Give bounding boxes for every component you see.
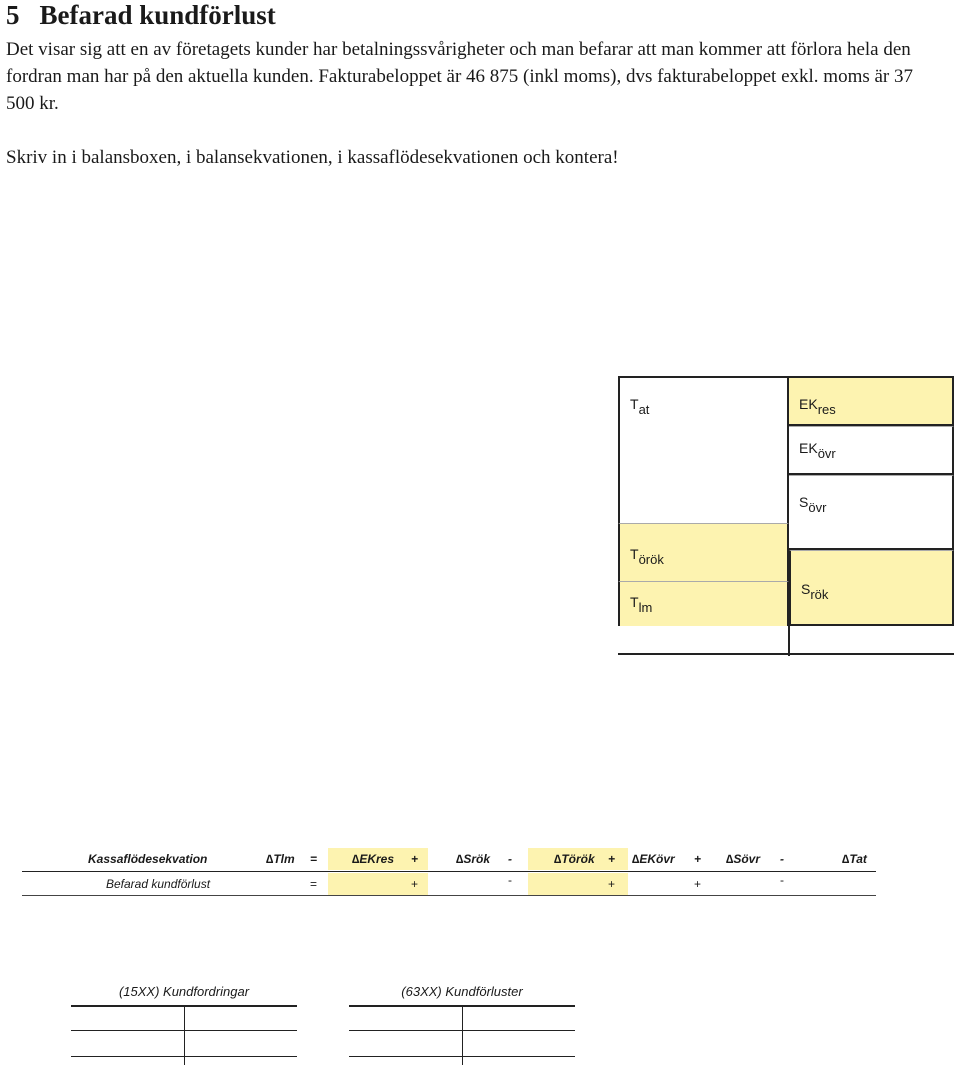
s-ovr-label: $S_{övr}$ [799,494,827,515]
page-title [6,0,276,31]
sovr-input[interactable] [720,873,778,895]
ekovr-input[interactable] [634,873,692,895]
cashflow-table [22,848,876,896]
cashflow-header-rule [22,871,876,872]
header-plus-2: + [608,852,616,866]
cashflow-label: Kassaflödesekvation [88,852,208,866]
account-title: (15XX) Kundfordringar [118,984,250,999]
delta-ekres: ∆EKres [352,852,395,866]
t-lm-cell[interactable] [618,581,789,626]
ek-ovr-cell[interactable] [789,426,954,475]
intro-paragraph: Det visar sig att en av företagets kunder har betalningssvårigheter och man befarar att man kommer att förlora hela den fordran man har på den aktuella kunden. Fakturabeloppet är 46 875 (inkl moms), dvs fakturabeloppet exkl. moms är 37 500 kr. [6,39,913,114]
s-rok-label: $S_{rök}$ [801,581,829,602]
row-minus-2: - [780,873,784,887]
srok-input[interactable] [450,873,506,895]
row-minus-1: - [508,873,512,887]
account-row-rule [71,1056,297,1057]
header-plus-1: + [411,852,419,866]
delta-tlm: ∆Tlm [266,852,295,866]
t-orok-cell[interactable] [618,523,789,581]
row-eq: = [310,877,318,891]
delta-torok: ∆Török [554,852,595,866]
t-at-cell[interactable] [618,376,789,523]
cashflow-bottom-rule [22,895,876,896]
ek-ovr-label: $EK_{övr}$ [799,440,836,461]
account-row-rule [71,1030,297,1031]
t-lm-label: $T_{lm}$ [630,594,653,615]
balance-divider [788,626,790,656]
ek-res-cell[interactable] [789,376,954,426]
ek-res-label: $EK_{res}$ [799,396,836,417]
row-plus-3: + [694,877,702,891]
header-minus-1: - [508,852,512,866]
tlm-input[interactable] [250,873,308,895]
section-title: Befarad kundförlust [39,0,276,30]
delta-sovr: ∆Sövr [726,852,761,866]
header-minus-2: - [780,852,784,866]
s-ovr-cell[interactable] [789,475,954,550]
instruction-paragraph: Skriv in i balansboxen, i balansekvationen, i kassaflödesekvationen och kontera! [6,147,619,168]
t-at-label: $T_{at}$ [630,396,650,417]
row-plus-2: + [608,877,616,891]
header-plus-3: + [694,852,702,866]
account-kundfordringar [71,984,297,1065]
account-row-rule [349,1056,575,1057]
balance-box [618,376,954,656]
balance-total-line [618,653,954,655]
account-title: (63XX) Kundförluster [401,984,523,999]
delta-ekovr: ∆EKövr [632,852,675,866]
delta-srok: ∆Srök [456,852,491,866]
header-eq: = [310,852,318,866]
section-number: 5 [6,0,20,30]
t-orok-label: $T_{örök}$ [630,546,664,567]
row-plus-1: + [411,877,419,891]
delta-tat: ∆Tat [842,852,867,866]
account-kundforluster [349,984,575,1065]
s-rok-cell[interactable] [789,550,954,626]
account-row-rule [349,1030,575,1031]
row-label: Befarad kundförlust [106,877,211,891]
tat-input[interactable] [794,873,876,895]
